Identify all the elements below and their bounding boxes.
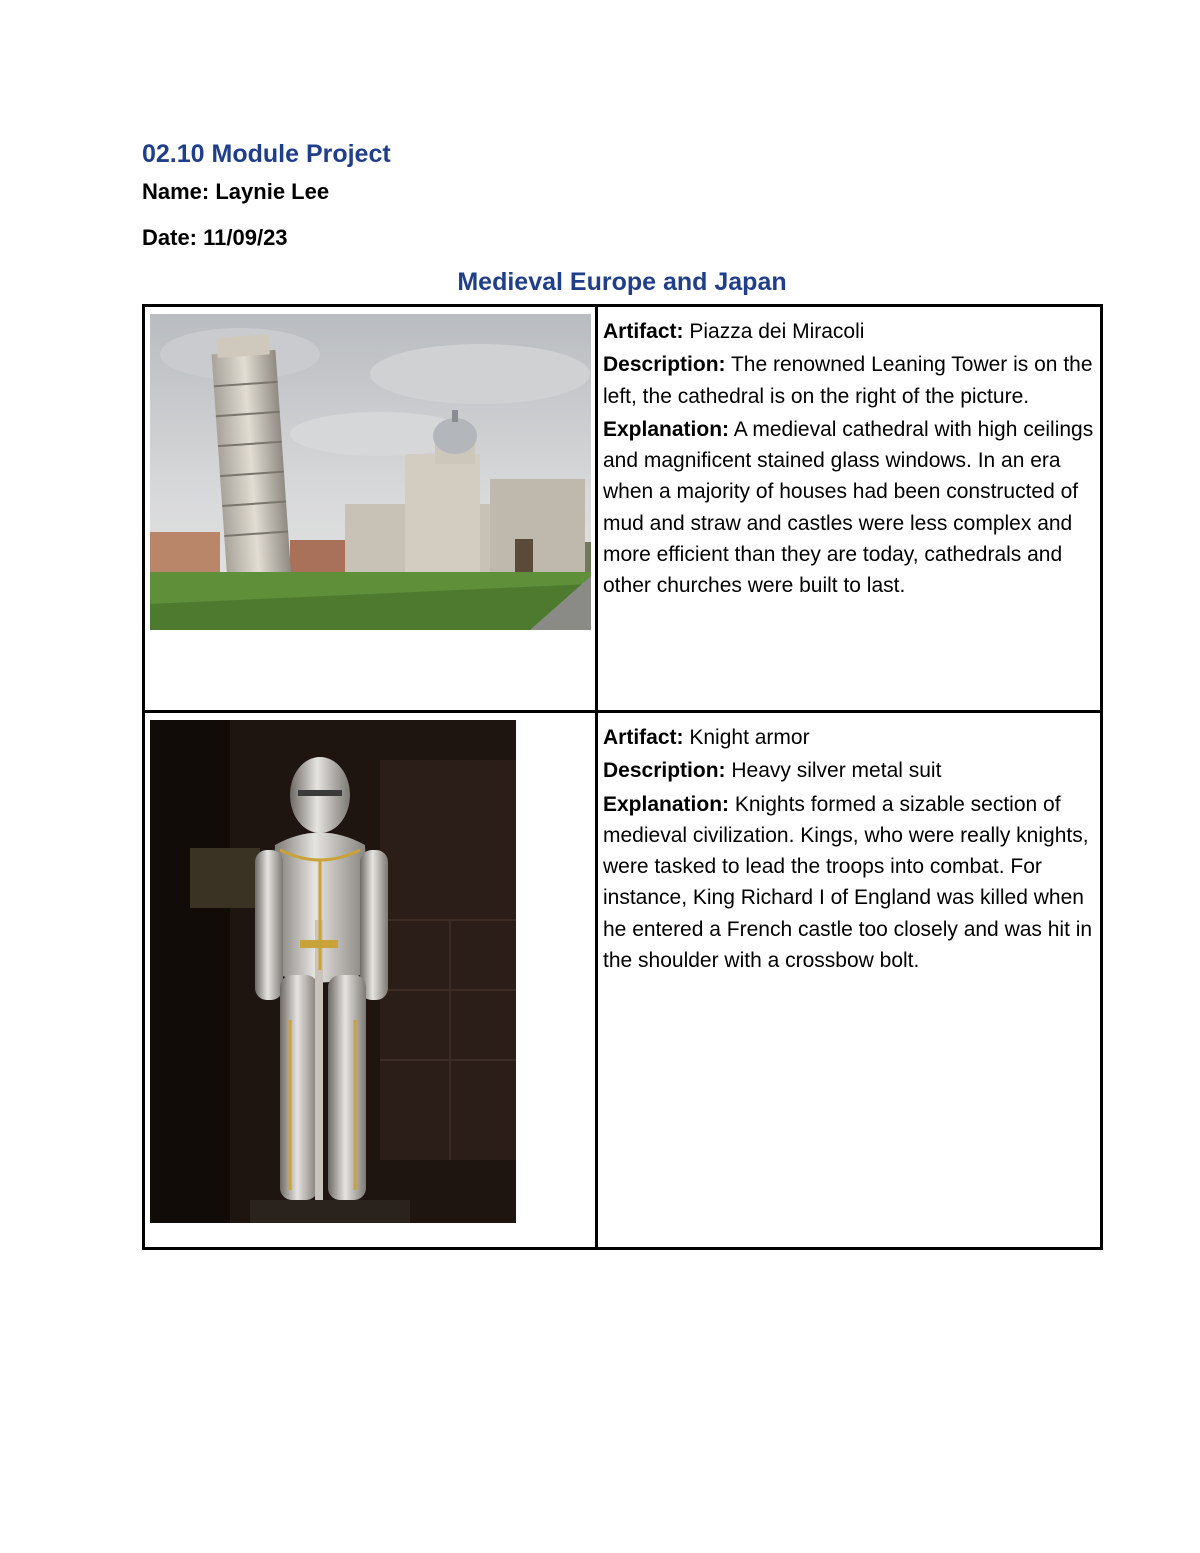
artifact-value: Piazza dei Miracoli xyxy=(689,320,865,343)
student-name: Name: Laynie Lee xyxy=(142,179,330,204)
description-value: Heavy silver metal suit xyxy=(731,759,942,783)
knight-armor-photo xyxy=(150,720,516,1223)
document-title: 02.10 Module Project xyxy=(142,140,391,168)
submission-date: Date: 11/09/23 xyxy=(142,225,288,250)
explanation-value: Knights formed a sizable section of medieval civilization. Kings, who were really knights, were tasked to lead the troops into combat. For instance, King Richard I of England was killed when he entered a French castle too closely and was hit in the shoulder with a crossbow bolt. xyxy=(603,792,1093,973)
artifact-label: Artifact: xyxy=(603,320,684,343)
description-label: Description: xyxy=(603,759,726,783)
explanation-line xyxy=(603,789,1096,977)
image-cell xyxy=(144,712,597,1249)
artifact-line xyxy=(603,316,1096,347)
description-line xyxy=(603,349,1096,412)
pisa-photo xyxy=(150,314,591,630)
artifact-text-cell xyxy=(597,712,1102,1249)
description-line xyxy=(603,755,1096,786)
explanation-line xyxy=(603,414,1096,602)
artifact-line xyxy=(603,722,1096,753)
description-label: Description: xyxy=(603,353,726,377)
image-cell xyxy=(144,306,597,712)
explanation-value: A medieval cathedral with high ceilings and magnificent stained glass windows. In an era when a majority of houses had been constructed of mud and straw and castles were less complex and more efficient than they are today, cathedrals and other churches were built to last. xyxy=(603,417,1094,598)
artifact-label: Artifact: xyxy=(603,726,684,749)
artifact-value: Knight armor xyxy=(689,726,810,749)
table-row xyxy=(144,712,1102,1249)
artifact-text-cell xyxy=(597,306,1102,712)
section-heading: Medieval Europe and Japan xyxy=(457,268,787,296)
explanation-label: Explanation: xyxy=(603,417,730,441)
explanation-label: Explanation: xyxy=(603,792,730,816)
description-value: The renowned Leaning Tower is on the left, the cathedral is on the right of the picture. xyxy=(603,353,1093,408)
table-row xyxy=(144,306,1102,712)
artifact-table xyxy=(142,304,1103,1250)
